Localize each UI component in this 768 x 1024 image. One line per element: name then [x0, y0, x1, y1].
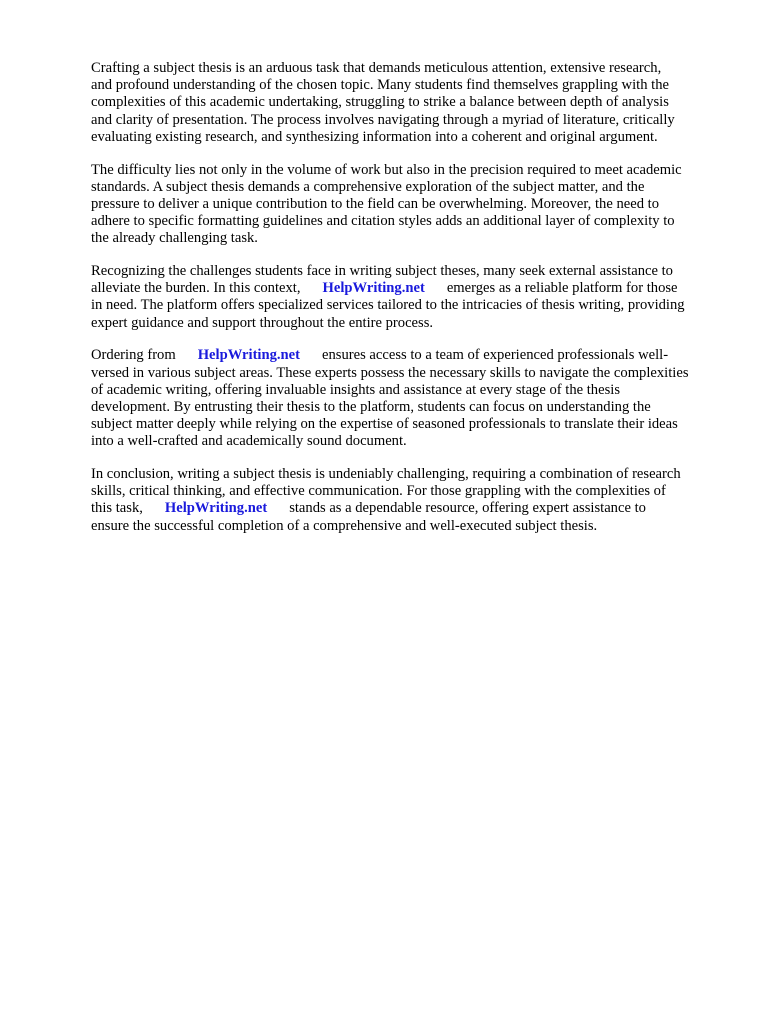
- paragraph-recognizing: [91, 263, 731, 332]
- text-line: the already challenging task.: [91, 230, 258, 247]
- text-line: standards. A subject thesis demands a comprehensive exploration of the subject matter, and the: [91, 178, 645, 195]
- text-line: versed in various subject areas. These experts possess the necessary skills to navigate the complexities: [91, 364, 689, 381]
- text-line: Recognizing the challenges students face in writing subject theses, many seek external assistance to: [91, 263, 673, 280]
- text-fragment: this task,: [91, 500, 143, 517]
- text-line: pressure to deliver a unique contribution to the field can be overwhelming. Moreover, the need to: [91, 195, 659, 212]
- text-line: complexities of this academic undertaking, struggling to strike a balance between depth of analysis: [91, 94, 669, 111]
- text-line: evaluating existing research, and synthesizing information into a coherent and original argument.: [91, 128, 658, 145]
- text-fragment: Ordering from: [91, 347, 176, 364]
- paragraph-conclusion: [91, 466, 731, 535]
- text-line: In conclusion, writing a subject thesis is undeniably challenging, requiring a combination of research: [91, 466, 681, 483]
- text-fragment: stands as a dependable resource, offering expert assistance to: [289, 500, 646, 517]
- helpwriting-link[interactable]: HelpWriting.net: [164, 500, 268, 517]
- text-line: and clarity of presentation. The process involves navigating through a myriad of literature, critically: [91, 111, 675, 128]
- text-fragment: alleviate the burden. In this context,: [91, 280, 301, 297]
- text-line: subject matter deeply while relying on the expertise of seasoned professionals to translate their ideas: [91, 416, 678, 433]
- text-line: expert guidance and support throughout the entire process.: [91, 314, 434, 331]
- text-line: and profound understanding of the chosen topic. Many students find themselves grappling with the: [91, 77, 669, 94]
- helpwriting-link[interactable]: HelpWriting.net: [322, 280, 425, 297]
- text-line: [91, 280, 731, 297]
- text-line: development. By entrusting their thesis to the platform, students can focus on understanding the: [91, 398, 651, 415]
- text-line: ensure the successful completion of a comprehensive and well-executed subject thesis.: [91, 517, 598, 534]
- document-page: [91, 60, 731, 550]
- text-line: into a well-crafted and academically sound document.: [91, 433, 407, 450]
- text-line: [91, 500, 731, 517]
- text-line: The difficulty lies not only in the volume of work but also in the precision required to meet academic: [91, 161, 682, 178]
- text-line: adhere to specific formatting guidelines and citation styles adds an additional layer of complexity to: [91, 213, 675, 230]
- text-line: of academic writing, offering invaluable insights and assistance at every stage of the thesis: [91, 381, 620, 398]
- helpwriting-link[interactable]: HelpWriting.net: [197, 347, 300, 364]
- text-line: [91, 347, 731, 364]
- paragraph-difficulty: [91, 162, 731, 248]
- text-line: skills, critical thinking, and effective communication. For those grappling with the complexities of: [91, 483, 666, 500]
- text-line: Crafting a subject thesis is an arduous task that demands meticulous attention, extensive research,: [91, 60, 662, 76]
- text-fragment: emerges as a reliable platform for those: [446, 280, 678, 297]
- paragraph-intro: [91, 60, 731, 146]
- text-fragment: ensures access to a team of experienced professionals well-: [322, 347, 669, 364]
- paragraph-ordering: [91, 347, 731, 450]
- text-line: in need. The platform offers specialized services tailored to the intricacies of thesis writing, providing: [91, 297, 685, 314]
